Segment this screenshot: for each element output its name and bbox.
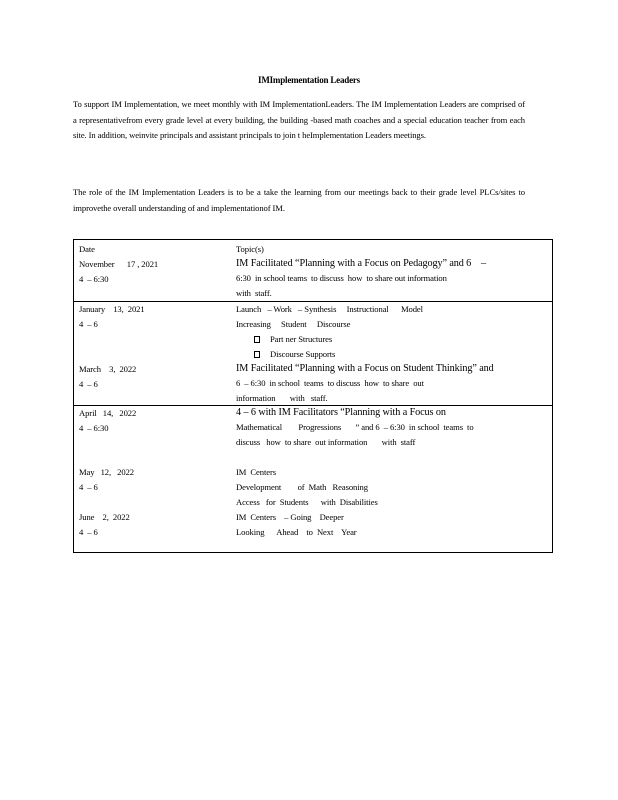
table-row-date (79, 302, 227, 332)
topic-line: 6:30 in school teams to discuss how to share out information (236, 273, 447, 283)
checkbox-bullet-icon (254, 351, 260, 358)
table-row-date (79, 257, 227, 287)
table-row-date (79, 510, 227, 540)
checkbox-bullet-icon (254, 336, 260, 343)
bullet-item (236, 332, 538, 347)
date-line: January 13, 2021 (79, 304, 145, 314)
header-date: Date (79, 244, 95, 254)
date-line: June 2, 2022 (79, 512, 130, 522)
topic-line: IM Centers – Going Deeper (236, 512, 344, 522)
topic-line: IM Centers (236, 467, 276, 477)
time-line: 4 – 6:30 (79, 423, 109, 433)
topic-line: Access for Students with Disabilities (236, 497, 378, 507)
table-row-topics (236, 302, 538, 362)
topic-line: 6 – 6:30 in school teams to discuss how to share out (236, 378, 424, 388)
intro-paragraph: To support IM Implementation, we meet monthly with IM ImplementationLeaders. The IM Implementation Leaders are comprised of a representativefrom every grade level at every building, the building -based math coaches and a special education teacher from each site. In addition, weinvite principals and assistant principals to join t heImplementation Leaders meetings. (73, 99, 525, 140)
time-line: 4 – 6 (79, 319, 98, 329)
topic-line: Looking Ahead to Next Year (236, 527, 357, 537)
topic-line: 4 – 6 with IM Facilitators “Planning with a Focus on (236, 407, 446, 418)
table-row-date (79, 465, 227, 495)
topic-line: Mathematical Progressions ” and 6 – 6:30 in school teams to (236, 422, 474, 432)
schedule-table (73, 239, 553, 553)
date-line: May 12, 2022 (79, 467, 134, 477)
date-line: November 17 , 2021 (79, 259, 159, 269)
topic-line: discuss how to share out information with staff (236, 437, 416, 447)
header-topics: Topic(s) (236, 244, 264, 254)
table-row-date (79, 362, 227, 392)
bullet-item (236, 347, 538, 362)
table-row-date (79, 406, 227, 436)
topic-line: Increasing Student Discourse (236, 319, 351, 329)
time-line: 4 – 6 (79, 482, 98, 492)
date-line: March 3, 2022 (79, 364, 137, 374)
topic-line: Development of Math Reasoning (236, 482, 368, 492)
table-row-topics (236, 465, 538, 510)
topic-line: IM Facilitated “Planning with a Focus on Pedagogy” and 6 – (236, 258, 486, 269)
bullet-text: Discourse Supports (270, 349, 336, 359)
date-line: April 14, 2022 (79, 408, 137, 418)
table-row-topics (236, 362, 538, 406)
topic-line: information with staff. (236, 393, 328, 403)
topic-line: IM Facilitated “Planning with a Focus on Student Thinking” and (236, 363, 494, 374)
page-title: IMImplementation Leaders (258, 75, 360, 85)
time-line: 4 – 6 (79, 379, 98, 389)
topic-line: Launch – Work – Synthesis Instructional Model (236, 304, 423, 314)
time-line: 4 – 6:30 (79, 274, 109, 284)
table-row-topics (236, 510, 538, 540)
time-line: 4 – 6 (79, 527, 98, 537)
bullet-text: Part ner Structures (270, 334, 333, 344)
role-paragraph: The role of the IM Implementation Leaders is to be a take the learning from our meetings back to their grade level PLCs/sites to improvethe overall understanding of and implementationof IM. (73, 187, 525, 213)
table-row-topics (236, 406, 538, 450)
topic-line: with staff. (236, 288, 272, 298)
table-row-topics (236, 257, 538, 301)
